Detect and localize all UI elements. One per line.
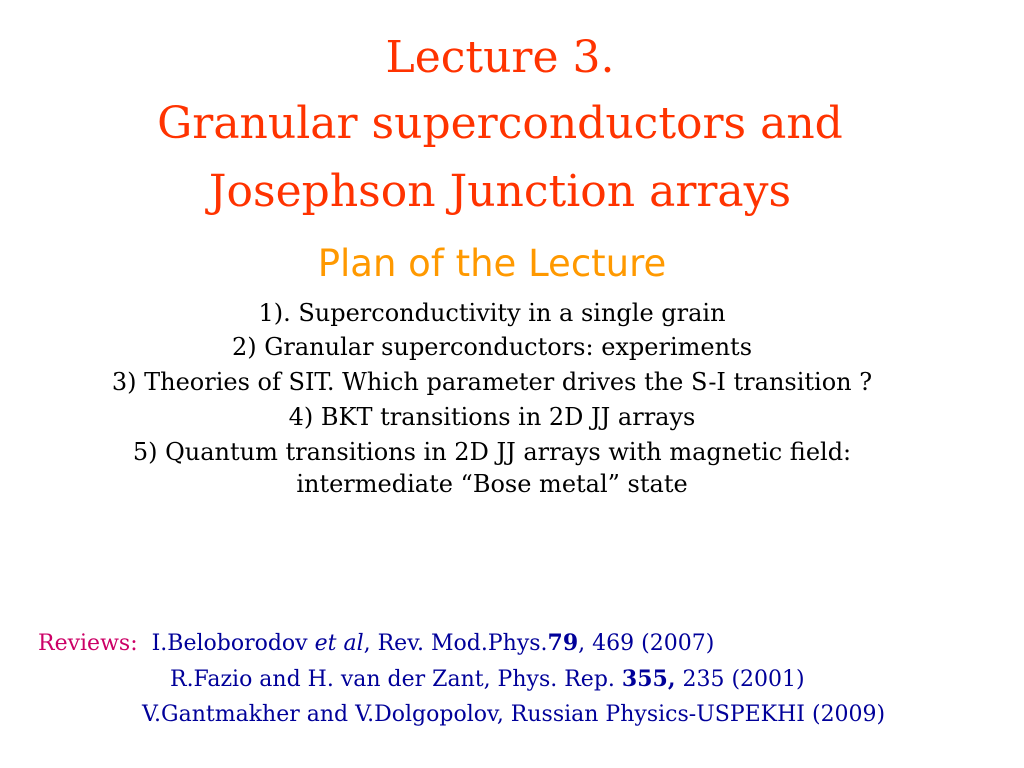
review-ref-2 (170, 664, 805, 695)
plan-item-5: 5) Quantum transitions in 2D JJ arrays with magnetic field: intermediate “Bose metal” state (132, 438, 852, 498)
ref-1-journal: , Rev. Mod.Phys. (363, 631, 548, 656)
ref-2-rest: 235 (2001) (675, 667, 805, 692)
ref-2-text: R.Fazio and H. van der Zant, Phys. Rep. (170, 667, 615, 692)
review-ref-1 (38, 628, 714, 659)
reviews-label: Reviews: (38, 631, 138, 656)
ref-1-etal: et al (314, 631, 364, 656)
plan-heading: Plan of the Lecture (317, 242, 667, 285)
ref-3-text: V.Gantmakher and V.Dolgopolov, Russian Physics-USPEKHI (2009) (142, 702, 886, 727)
plan-list (70, 296, 914, 502)
ref-1-volume: 79 (547, 630, 579, 656)
plan-item-2: 2) Granular superconductors: experiments (231, 333, 753, 361)
plan-item-4: 4) BKT transitions in 2D JJ arrays (288, 403, 696, 431)
ref-1-author: I.Beloborodov (151, 631, 308, 656)
title-line-3: Josephson Junction arrays (208, 166, 792, 217)
title-line-2: Granular superconductors and (157, 98, 843, 149)
reviews-section (0, 622, 1024, 742)
ref-1-rest: , 469 (2007) (578, 631, 715, 656)
review-ref-3 (142, 700, 885, 730)
plan-item-1: 1). Superconductivity in a single grain (258, 299, 726, 327)
ref-2-volume: 355, (621, 666, 676, 692)
plan-item-3: 3) Theories of SIT. Which parameter drives the S-I transition ? (111, 368, 873, 396)
title-line-1: Lecture 3. (385, 32, 615, 83)
